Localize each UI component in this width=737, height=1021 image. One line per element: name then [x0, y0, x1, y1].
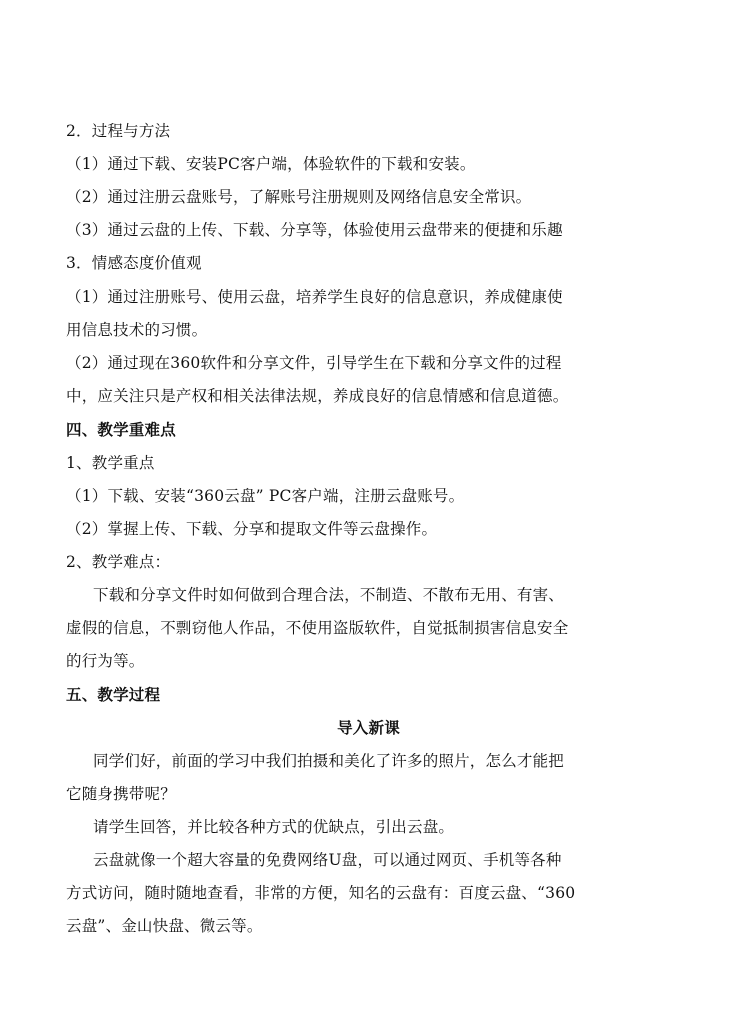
paragraph-line: 的行为等。 [66, 652, 145, 670]
paragraph-line: 中，应关注只是产权和相关法律法规，养成良好的信息情感和信息道德。 [66, 387, 569, 405]
paragraph-line: 云盘就像一个超大容量的免费网络U盘，可以通过网页、手机等各种 [93, 851, 562, 869]
section-heading-process-method: 2．过程与方法 [66, 122, 171, 140]
paragraph-line: （1）通过下载、安装PC客户端，体验软件的下载和安装。 [66, 155, 476, 173]
paragraph-line: 下载和分享文件时如何做到合理合法，不制造、不散布无用、有害、 [93, 586, 565, 604]
paragraph-line: 用信息技术的习惯。 [66, 321, 208, 339]
section-heading-teaching-process: 五、教学过程 [66, 685, 161, 704]
centered-subheading: 导入新课 [337, 718, 400, 737]
paragraph-line: 它随身携带呢？ [66, 785, 176, 803]
paragraph-line: （1）通过注册账号、使用云盘，培养学生良好的信息意识，养成健康使 [66, 288, 563, 306]
paragraph-line: 方式访问，随时随地查看，非常的方便，知名的云盘有：百度云盘、“360 [66, 884, 576, 902]
paragraph-line: （3）通过云盘的上传、下载、分享等，体验使用云盘带来的便捷和乐趣 [66, 221, 563, 239]
paragraph-line: 请学生回答，并比较各种方式的优缺点，引出云盘。 [93, 818, 455, 836]
paragraph-line: （2）通过现在360软件和分享文件，引导学生在下载和分享文件的过程 [66, 354, 562, 372]
paragraph-line: 云盘”、金山快盘、微云等。 [66, 917, 263, 935]
paragraph-line: （1）下载、安装“360云盘” PC客户端，注册云盘账号。 [66, 487, 465, 505]
paragraph-line: （2）通过注册云盘账号，了解账号注册规则及网络信息安全常识。 [66, 188, 532, 206]
subheading-difficult-points: 2、教学难点： [66, 553, 171, 571]
paragraph-line: 同学们好，前面的学习中我们拍摄和美化了许多的照片，怎么才能把 [93, 752, 565, 770]
section-heading-key-points: 四、教学重难点 [66, 420, 176, 439]
paragraph-line: （2）掌握上传、下载、分享和提取文件等云盘操作。 [66, 520, 438, 538]
paragraph-line: 虚假的信息，不剽窃他人作品，不使用盗版软件，自觉抵制损害信息安全 [66, 619, 569, 637]
section-heading-emotion-values: 3．情感态度价值观 [66, 254, 202, 272]
subheading-key-focus: 1、教学重点 [66, 454, 155, 472]
